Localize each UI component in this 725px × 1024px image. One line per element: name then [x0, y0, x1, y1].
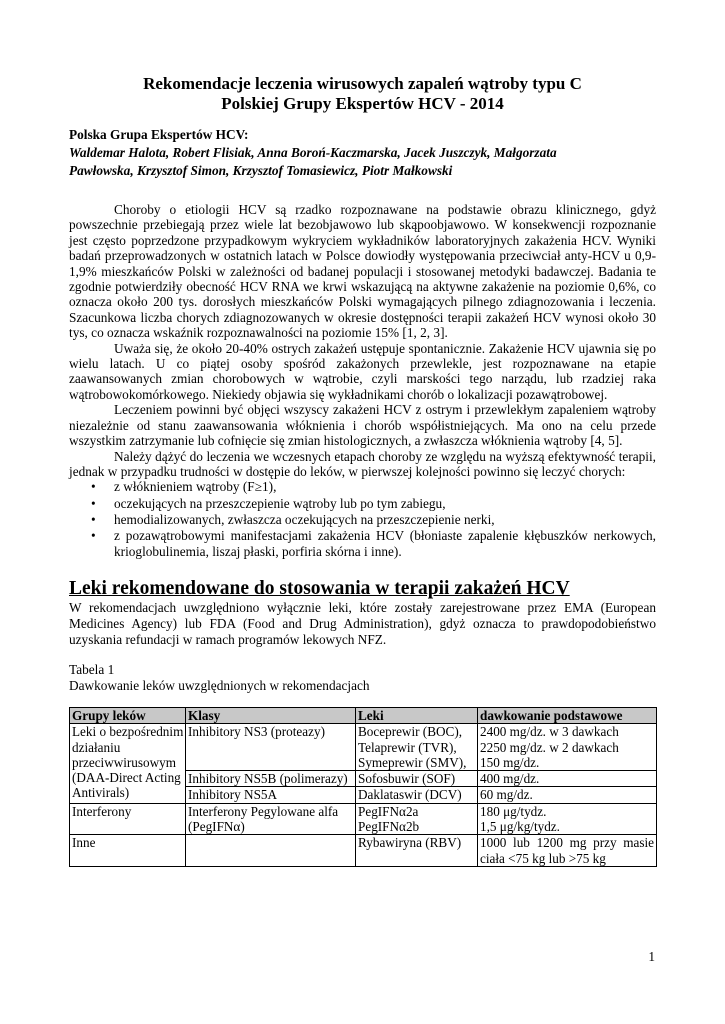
cell-line: 2400 mg/dz. w 3 dawkach	[480, 724, 619, 740]
bullet-marker: •	[91, 495, 96, 511]
text-line: badań przeprowadzonych w ostatnich latach w Polsce dowiodły występowania przeciwciał anty-HCV u 0,9-	[69, 248, 656, 264]
drug-class-cell-empty	[186, 835, 356, 867]
bullet-marker: •	[91, 511, 96, 527]
text-line: W rekomendacjach uwzględniono wyłącznie leki, które zostały zarejestrowane przez EMA (European	[69, 600, 656, 615]
drug-names-cell	[356, 835, 478, 867]
title-line: Polskiej Grupy Ekspertów HCV - 2014	[221, 94, 504, 113]
author-line: Waldemar Halota, Robert Flisiak, Anna Boroń-Kaczmarska, Jacek Juszczyk, Małgorzata	[69, 145, 557, 160]
paragraph-epidemiology	[69, 202, 656, 341]
column-header-drugs: Leki	[356, 708, 478, 724]
text-line: wątrobowokomórkowego. Niekiedy objawia się wykładnikami chorób o lokalizacji pozawątrobowej.	[69, 386, 608, 402]
cell-line: Inhibitory NS5B (polimerazy)	[188, 771, 348, 787]
drug-class-cell	[186, 787, 356, 803]
paragraph-treatment-goal	[69, 402, 656, 448]
paragraph-priority	[69, 449, 656, 480]
text-line: oczekujących na przeszczepienie wątroby lub po tym zabiegu,	[114, 495, 446, 511]
cell-line: Interferony Pegylowane alfa	[188, 803, 339, 819]
cell-line: Leki o bezpośrednim	[72, 724, 184, 740]
cell-line: 1,5 μg/kg/tydz.	[480, 819, 560, 835]
document-title	[0, 74, 725, 114]
cell-line: 60 mg/dz.	[480, 787, 533, 803]
cell-line: Inne	[72, 835, 96, 851]
text-line: z pozawątrobowymi manifestacjami zakażenia HCV (błoniaste zapalenie kłębuszków nerkowych,	[114, 527, 656, 543]
text-line: zaawansowanych zmian chorobowych w wątrobie, czyli marskości tego narządu, lub rzadziej raka	[69, 371, 656, 387]
author-list	[69, 144, 656, 180]
dosage-cell	[478, 787, 657, 803]
list-item	[69, 512, 656, 528]
table-row	[70, 724, 657, 771]
list-item	[69, 496, 656, 512]
text-line: tys, co oznacza wskaźnik rozpoznawalności na poziomie 15% [1, 2, 3].	[69, 325, 448, 341]
drug-names-cell	[356, 771, 478, 787]
text-line: niezależnie od stanu zaawansowania włóknienia i chorób współistniejących. Ma ono na celu przede	[69, 417, 656, 433]
dosage-cell	[478, 771, 657, 787]
cell-line: Sofosbuwir (SOF)	[358, 771, 456, 787]
cell-line: Rybawiryna (RBV)	[358, 835, 462, 851]
text-line: jednak w przypadku trudności w dostępie do leków, w pierwszej kolejności powinno się leczyć chorych:	[69, 463, 626, 479]
cell-line: przeciwwirusowym	[72, 754, 177, 770]
title-line: Rekomendacje leczenia wirusowych zapaleń wątroby typu C	[143, 74, 582, 93]
drug-group-cell	[70, 724, 186, 803]
text-line: Uważa się, że około 20-40% ostrych zakażeń ustępuje spontanicznie. Zakażenie HCV ujawnia się po	[114, 340, 656, 356]
text-line: wielu latach. U co piątej osoby spośród zakażonych przewlekle, jest rozpoznawane na etapie	[69, 356, 656, 372]
cell-line: (DAA-Direct Acting	[72, 770, 181, 786]
column-header-drug-groups: Grupy leków	[70, 708, 186, 724]
drug-names-cell	[356, 724, 478, 771]
text-line: Leczeniem powinni być objęci wszyscy zakażeni HCV z ostrym i przewlekłym zapaleniem wątroby	[114, 402, 656, 418]
table-header-row	[70, 708, 657, 724]
author-line: Pawłowska, Krzysztof Simon, Krzysztof Tomasiewicz, Piotr Małkowski	[69, 163, 453, 178]
drug-class-cell	[186, 803, 356, 835]
expert-group-label: Polska Grupa Ekspertów HCV:	[69, 127, 249, 142]
drug-names-cell	[356, 803, 478, 835]
text-line: Szacunkowa liczba chorych zdiagnozowanych w okresie dostępności terapii zakażeń HCV wynosi około 30	[69, 309, 656, 325]
dosage-table	[69, 707, 657, 867]
dosage-cell	[478, 835, 657, 867]
drug-group-cell	[70, 835, 186, 867]
cell-line: Antivirals)	[72, 785, 130, 801]
column-header-dosage: dawkowanie podstawowe	[478, 708, 657, 724]
cell-line: 400 mg/dz.	[480, 771, 540, 787]
text-line: uzyskania refundacji w ramach programów lekowych NFZ.	[69, 632, 387, 647]
cell-line: 2250 mg/dz. w 2 dawkach	[480, 739, 619, 755]
page-number: 1	[648, 949, 655, 964]
text-line: z włóknieniem wątroby (F≥1),	[114, 479, 277, 495]
table-row	[70, 803, 657, 835]
text-line: krioglobulinemia, liszaj płaski, porfiria skórna i inne).	[114, 544, 402, 560]
cell-line: Boceprewir (BOC),	[358, 724, 463, 740]
drug-group-cell	[70, 803, 186, 835]
cell-line: Interferony	[72, 803, 132, 819]
dosage-cell	[478, 803, 657, 835]
text-line: zgodnie potwierdziły obecność HCV RNA we krwi wskazującą na aktywne zakażenie na poziomie 0,6%, co	[69, 279, 656, 295]
list-item	[69, 528, 656, 560]
drug-class-cell	[186, 724, 356, 771]
text-line: jest często poprzedzone przypadkowym wykryciem wykładników laboratoryjnych zakażenia HCV. Wyniki	[69, 232, 656, 248]
paragraph-registered-drugs	[69, 600, 656, 648]
drug-class-cell	[186, 771, 356, 787]
paragraph-natural-course	[69, 341, 656, 403]
cell-line: 180 μg/tydz.	[480, 803, 547, 819]
cell-line: 150 mg/dz.	[480, 754, 540, 770]
cell-line: PegIFNα2b	[358, 819, 420, 835]
cell-line: ciała <75 kg lub >75 kg	[480, 850, 606, 866]
cell-line: Telaprewir (TVR),	[358, 739, 457, 755]
text-line: wszystkim zatrzymanie lub cofnięcie się zmian histologicznych, a zwłaszcza włóknienia wątroby [4, 5].	[69, 433, 623, 449]
text-line: Choroby o etiologii HCV są rzadko rozpoznawane na podstawie obrazu klinicznego, gdyż	[114, 202, 656, 217]
list-item	[69, 479, 656, 495]
cell-line: Symeprewir (SMV),	[358, 754, 467, 770]
cell-line: PegIFNα2a	[358, 803, 419, 819]
cell-line: działaniu	[72, 739, 121, 755]
text-line: Medicines Agency) lub FDA (Food and Drug Administration), gdyż oznacza to prawdopodobieństwo	[69, 616, 656, 631]
table-row	[70, 835, 657, 867]
dosage-cell	[478, 724, 657, 771]
cell-line: Daklataswir (DCV)	[358, 787, 462, 803]
cell-line: Inhibitory NS3 (proteazy)	[188, 724, 325, 740]
section-heading: Leki rekomendowane do stosowania w terapii zakażeń HCV	[69, 578, 570, 599]
introduction	[69, 202, 656, 560]
cell-line: 1000 lub 1200 mg przy masie	[480, 835, 654, 851]
cell-line: (PegIFNα)	[188, 819, 245, 835]
table-label: Tabela 1	[69, 662, 115, 677]
text-line: oznacza około 200 tys. dorosłych mieszkańców Polski wymagających pilnego zdiagnozowania i leczenia.	[69, 294, 656, 310]
text-line: Należy dążyć do leczenia we wczesnych etapach choroby ze względu na wyższą efektywność terapii,	[114, 448, 656, 464]
bullet-marker: •	[91, 527, 96, 543]
drug-names-cell	[356, 787, 478, 803]
text-line: powszechnie przebiegają przez wiele lat bezobjawowo lub skąpoobjawowo. W konsekwencji rozpoznanie	[69, 217, 656, 233]
text-line: 1,9% mieszkańców Polski w zależności od badanej populacji i stosowanej metodyki badawczej. Badania te	[69, 263, 656, 279]
priority-patient-list	[69, 479, 656, 560]
bullet-marker: •	[91, 479, 96, 495]
table-caption: Dawkowanie leków uwzględnionych w rekomendacjach	[69, 678, 370, 693]
text-line: hemodializowanych, zwłaszcza oczekujących na przeszczepienie nerki,	[114, 511, 495, 527]
cell-line: Inhibitory NS5A	[188, 787, 278, 803]
column-header-classes: Klasy	[186, 708, 356, 724]
